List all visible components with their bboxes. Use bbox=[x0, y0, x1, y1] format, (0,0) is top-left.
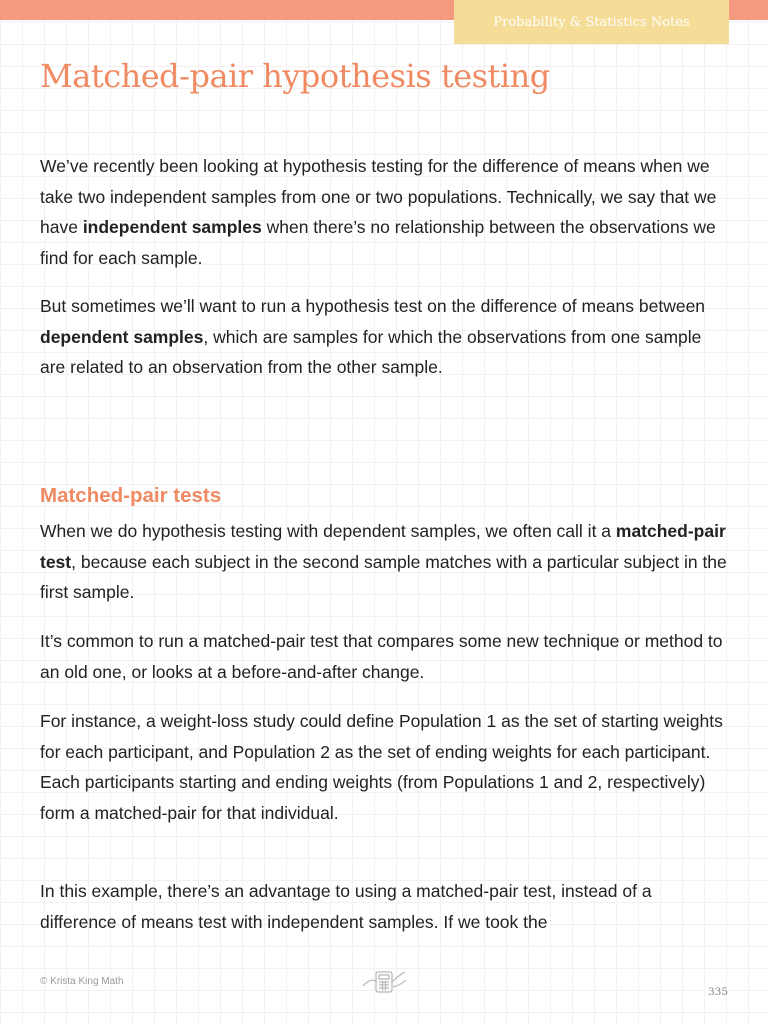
section-paragraph-4: In this example, there’s an advantage to using a matched-pair test, instead of a difference of means test with independent samples. If we took the bbox=[40, 881, 652, 932]
header-tab-label: Probability & Statistics Notes bbox=[493, 14, 690, 30]
section-paragraph-2: It’s common to run a matched-pair test that compares some new technique or method to an old one, or looks at a before-and-after change. bbox=[40, 631, 723, 682]
page-title: Matched-pair hypothesis testing bbox=[40, 57, 550, 95]
text-run: , because each subject in the second sample matches with a particular subject in the first sample. bbox=[40, 551, 727, 602]
text-run: when there’s no relationship between the observations we find for each sample. bbox=[40, 217, 716, 268]
section-paragraph-3: For instance, a weight-loss study could define Population 1 as the set of starting weights for each participant, and Population 2 as the set of ending weights for each participant. Each participants starting and ending weights (from Populations 1 and 2, respectively) form a matched-pair for that individual. bbox=[40, 711, 723, 823]
term-independent-samples: independent samples bbox=[82, 217, 262, 237]
text-run: But sometimes we’ll want to run a hypothesis test on the difference of means between bbox=[40, 296, 706, 316]
section-heading: Matched-pair tests bbox=[40, 484, 222, 507]
text-run: We’ve recently been looking at hypothesis testing for the difference of means when we take two independent samples from one or two populations. Technically, we say that we have bbox=[40, 156, 717, 237]
header-tab bbox=[454, 0, 729, 44]
term-dependent-samples: dependent samples bbox=[40, 326, 204, 347]
text-run: When we do hypothesis testing with dependent samples, we often call it a bbox=[40, 521, 616, 541]
intro-paragraph-2 bbox=[40, 291, 730, 383]
section-paragraph-1 bbox=[40, 516, 730, 608]
term-matched-pair-test: matched-pair test bbox=[40, 521, 726, 572]
text-run: , which are samples for which the observations from one sample are related to an observation from the other sample. bbox=[40, 326, 702, 377]
page-number: 335 bbox=[707, 986, 728, 998]
footer-copyright: © Krista King Math bbox=[40, 976, 124, 987]
calculator-logo-icon bbox=[360, 966, 408, 996]
intro-paragraph-1 bbox=[40, 151, 730, 273]
